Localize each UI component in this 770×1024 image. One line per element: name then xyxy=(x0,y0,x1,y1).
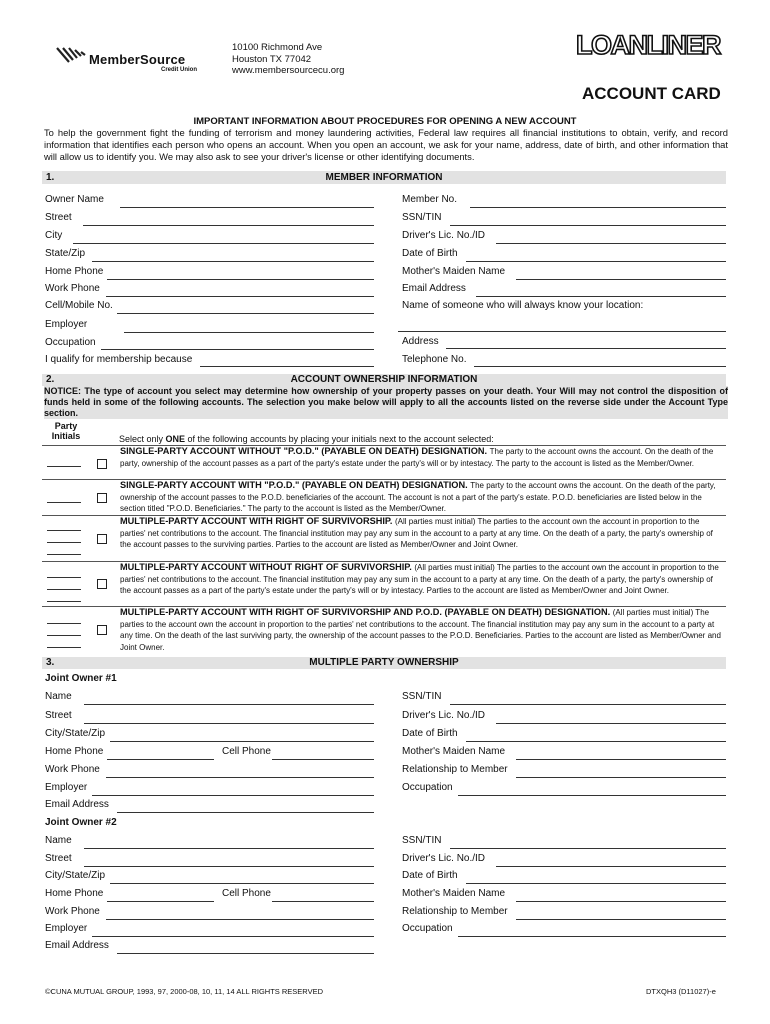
joint-owner-2-heading: Joint Owner #2 xyxy=(45,817,117,828)
joint1-drivers-lic-field[interactable] xyxy=(496,723,726,724)
contact-person-label: Name of someone who will always know your location: xyxy=(402,300,644,311)
joint1-home-phone-label: Home Phone xyxy=(45,746,104,757)
joint1-work-phone-label: Work Phone xyxy=(45,764,100,775)
joint2-city-state-zip-label: City/State/Zip xyxy=(45,870,106,881)
email-address-field[interactable] xyxy=(476,296,726,297)
employer-label: Employer xyxy=(45,319,88,330)
joint2-employer-field[interactable] xyxy=(92,936,374,937)
option-2-checkbox[interactable] xyxy=(97,493,107,503)
street-field[interactable] xyxy=(83,225,374,226)
joint2-relationship-label: Relationship to Member xyxy=(402,906,508,917)
telephone-no-field[interactable] xyxy=(474,366,726,367)
option-1-checkbox[interactable] xyxy=(97,459,107,469)
joint2-street-field[interactable] xyxy=(84,866,374,867)
initials-field[interactable] xyxy=(47,502,81,503)
joint1-mothers-maiden-name-field[interactable] xyxy=(516,759,726,760)
joint2-email-label: Email Address xyxy=(45,940,109,951)
membership-reason-field[interactable] xyxy=(200,366,374,367)
joint1-street-field[interactable] xyxy=(84,723,374,724)
credit-union-address xyxy=(232,42,344,77)
section-3-bar xyxy=(42,657,726,669)
joint2-cell-phone-field[interactable] xyxy=(272,901,374,902)
joint1-relationship-label: Relationship to Member xyxy=(402,764,508,775)
telephone-no-label: Telephone No. xyxy=(402,354,467,365)
joint1-home-phone-field[interactable] xyxy=(107,759,214,760)
joint2-home-phone-label: Home Phone xyxy=(45,888,104,899)
option-1-text xyxy=(120,446,726,469)
joint1-employer-field[interactable] xyxy=(92,795,374,796)
contact-address-label: Address xyxy=(402,336,439,347)
option-3-text xyxy=(120,516,726,551)
address-line: Houston TX 77042 xyxy=(232,53,312,65)
joint1-date-of-birth-label: Date of Birth xyxy=(402,728,458,739)
joint1-date-of-birth-field[interactable] xyxy=(466,741,726,742)
option-title: MULTIPLE-PARTY ACCOUNT WITH RIGHT OF SURVIVORSHIP AND P.O.D. (PAYABLE ON DEATH) DESIGNATION. xyxy=(120,607,611,617)
option-description: The party to the account owns the account. On the death of the party, ownership of the account passes as a part of the party's estate under the party's will or by intestacy. The party to the account is listed as the Member/Owner. xyxy=(120,447,714,468)
joint1-city-state-zip-field[interactable] xyxy=(110,741,374,742)
joint2-work-phone-label: Work Phone xyxy=(45,906,100,917)
joint2-street-label: Street xyxy=(45,853,72,864)
joint2-cell-phone-label: Cell Phone xyxy=(222,888,271,899)
option-3-checkbox[interactable] xyxy=(97,534,107,544)
joint1-relationship-field[interactable] xyxy=(516,777,726,778)
brand-name: MemberSource xyxy=(89,52,186,67)
city-field[interactable] xyxy=(73,243,374,244)
joint1-occupation-field[interactable] xyxy=(458,795,726,796)
loanliner-logo: LOANLINER xyxy=(576,30,720,60)
initials-field[interactable] xyxy=(47,466,81,467)
initials-field[interactable] xyxy=(47,554,81,555)
selection-instruction: Select only ONE of the following accounts by placing your initials next to the account selected: xyxy=(119,434,494,444)
copyright: ©CUNA MUTUAL GROUP, 1993, 97, 2000-08, 10, 11, 14 ALL RIGHTS RESERVED xyxy=(45,987,324,996)
address-line: 10100 Richmond Ave xyxy=(232,42,323,53)
contact-address-field[interactable] xyxy=(446,348,726,349)
mothers-maiden-name-label: Mother's Maiden Name xyxy=(402,266,506,277)
joint2-mothers-maiden-name-field[interactable] xyxy=(516,901,726,902)
option-title: MULTIPLE-PARTY ACCOUNT WITH RIGHT OF SURVIVORSHIP. xyxy=(120,516,393,526)
joint1-occupation-label: Occupation xyxy=(402,782,453,793)
employer-field[interactable] xyxy=(124,332,374,333)
initials-field[interactable] xyxy=(47,601,81,602)
option-description: (All parties must initial) The parties to the account own the account in proportion to the parties' net contributions to the account. The financial institution may pay any sum in the account to a party at any time. On the death of the last surviving party, the ownership of the account passes to the P.O.D. Beneficiaries. Parties to the account are listed as Member/Owner and Joint Owner. xyxy=(120,608,721,652)
joint2-work-phone-field[interactable] xyxy=(106,919,374,920)
option-description: (All parties must initial) The parties to the account own the account in proportion to the parties' net contributions to the account. The financial institution may pay any sum in the account to a party at any time. On the death of a party, the party's ownership of the account passes to the surviving parties. Parties to the account are listed as Member/Owner and Joint Owner. xyxy=(120,517,713,549)
form-code: DTXQH3 (D11027)-e xyxy=(646,987,716,996)
address-line: www.membersourcecu.org xyxy=(232,65,345,76)
joint1-cell-phone-field[interactable] xyxy=(272,759,374,760)
joint2-drivers-lic-label: Driver's Lic. No./ID xyxy=(402,853,486,864)
street-label: Street xyxy=(45,212,72,223)
option-title: MULTIPLE-PARTY ACCOUNT WITHOUT RIGHT OF SURVIVORSHIP. xyxy=(120,562,412,572)
option-description: (All parties must initial) The parties to the account own the account in proportion to the parties' net contributions to the account. The financial institution may pay any sum in the account to a party at any time. On the death of a party, the party's ownership of the account passes as a part of the party's estate under the party's will or by intestacy. Parties to the account are listed as Member/Owner and Joint Owner. xyxy=(120,563,719,595)
email-address-label: Email Address xyxy=(402,283,466,294)
occupation-label: Occupation xyxy=(45,337,96,348)
option-5-text xyxy=(120,607,726,653)
joint2-date-of-birth-label: Date of Birth xyxy=(402,870,458,881)
joint2-relationship-field[interactable] xyxy=(516,919,726,920)
option-title: SINGLE-PARTY ACCOUNT WITH "P.O.D." (PAYABLE ON DEATH) DESIGNATION. xyxy=(120,480,468,490)
state-zip-field[interactable] xyxy=(92,261,374,262)
joint2-ssn-tin-field[interactable] xyxy=(450,848,726,849)
joint2-name-field[interactable] xyxy=(84,848,374,849)
date-of-birth-label: Date of Birth xyxy=(402,248,458,259)
membersource-logo xyxy=(55,44,215,76)
joint2-mothers-maiden-name-label: Mother's Maiden Name xyxy=(402,888,506,899)
cell-mobile-field[interactable] xyxy=(117,313,374,314)
joint1-email-label: Email Address xyxy=(45,799,109,810)
option-2-text xyxy=(120,480,726,515)
owner-name-label: Owner Name xyxy=(45,194,104,205)
initials-field[interactable] xyxy=(47,577,81,578)
joint1-ssn-tin-field[interactable] xyxy=(450,704,726,705)
joint1-name-label: Name xyxy=(45,691,72,702)
section-1-bar xyxy=(42,171,726,184)
joint1-cell-phone-label: Cell Phone xyxy=(222,746,271,757)
intro-heading: IMPORTANT INFORMATION ABOUT PROCEDURES FOR OPENING A NEW ACCOUNT xyxy=(193,116,577,127)
joint2-drivers-lic-field[interactable] xyxy=(496,866,726,867)
joint2-occupation-field[interactable] xyxy=(458,936,726,937)
joint-owner-1-heading: Joint Owner #1 xyxy=(45,673,117,684)
ownership-notice: NOTICE: The type of account you select may determine how ownership of your property passes on your death. Your Will may not control the disposition of funds held in some of the following accounts. The selection you make below will apply to all the accounts listed on the reverse side under the Account Type section. xyxy=(44,386,728,418)
joint1-street-label: Street xyxy=(45,710,72,721)
party-initials-header: Party Initials xyxy=(51,421,81,441)
option-4-checkbox[interactable] xyxy=(97,579,107,589)
joint2-ssn-tin-label: SSN/TIN xyxy=(402,835,442,846)
city-label: City xyxy=(45,230,63,241)
mothers-maiden-name-field[interactable] xyxy=(516,279,726,280)
joint1-city-state-zip-label: City/State/Zip xyxy=(45,728,106,739)
membersource-mark-icon xyxy=(55,46,87,68)
joint1-ssn-tin-label: SSN/TIN xyxy=(402,691,442,702)
member-no-label: Member No. xyxy=(402,194,458,205)
home-phone-label: Home Phone xyxy=(45,266,104,277)
home-phone-field[interactable] xyxy=(107,279,374,280)
option-title: SINGLE-PARTY ACCOUNT WITHOUT "P.O.D." (PAYABLE ON DEATH) DESIGNATION. xyxy=(120,446,488,456)
option-5-checkbox[interactable] xyxy=(97,625,107,635)
joint1-drivers-lic-label: Driver's Lic. No./ID xyxy=(402,710,486,721)
work-phone-label: Work Phone xyxy=(45,283,100,294)
joint2-occupation-label: Occupation xyxy=(402,923,453,934)
member-no-field[interactable] xyxy=(470,207,726,208)
drivers-lic-label: Driver's Lic. No./ID xyxy=(402,230,486,241)
state-zip-label: State/Zip xyxy=(45,248,86,259)
initials-field[interactable] xyxy=(47,542,81,543)
ssn-tin-field[interactable] xyxy=(450,225,726,226)
work-phone-field[interactable] xyxy=(106,296,374,297)
initials-field[interactable] xyxy=(47,647,81,648)
section-title: MEMBER INFORMATION xyxy=(325,172,443,183)
section-number: 2. xyxy=(46,374,55,385)
card-title: ACCOUNT CARD xyxy=(582,84,721,103)
section-number: 3. xyxy=(46,657,55,668)
membership-reason-label: I qualify for membership because xyxy=(45,354,193,365)
initials-field[interactable] xyxy=(47,635,81,636)
joint2-name-label: Name xyxy=(45,835,72,846)
brand-sub: Credit Union xyxy=(161,67,197,73)
joint2-email-field[interactable] xyxy=(117,953,374,954)
initials-field[interactable] xyxy=(47,530,81,531)
joint1-work-phone-field[interactable] xyxy=(106,777,374,778)
cell-mobile-label: Cell/Mobile No. xyxy=(45,300,113,311)
section-2-bar xyxy=(42,374,726,386)
contact-person-field[interactable] xyxy=(398,331,726,332)
ssn-tin-label: SSN/TIN xyxy=(402,212,442,223)
option-4-text xyxy=(120,562,726,597)
joint1-employer-label: Employer xyxy=(45,782,88,793)
initials-field[interactable] xyxy=(47,623,81,624)
joint2-city-state-zip-field[interactable] xyxy=(110,883,374,884)
date-of-birth-field[interactable] xyxy=(466,261,726,262)
option-description: The party to the account owns the account. On the death of the party, ownership of the account passes to the P.O.D. beneficiaries of the account. The account is not a part of the party's estate. P.O.D. beneficiaries are listed below in the section titled "P.O.D. Beneficiaries." The party to the account is listed as the Member/Owner. xyxy=(120,481,716,513)
drivers-lic-field[interactable] xyxy=(496,243,726,244)
intro-body: To help the government fight the funding of terrorism and money laundering activities, Federal law requires all financial institutions to obtain, verify, and record information that identifies each person who opens an account. When you open an account, we ask for your name, address, date of birth, and other information that will allow us to identify you. We may also ask to see your driver's license or other identifying documents. xyxy=(44,127,728,162)
joint1-mothers-maiden-name-label: Mother's Maiden Name xyxy=(402,746,506,757)
joint2-employer-label: Employer xyxy=(45,923,88,934)
joint1-name-field[interactable] xyxy=(84,704,374,705)
section-title: ACCOUNT OWNERSHIP INFORMATION xyxy=(290,374,478,385)
section-number: 1. xyxy=(46,172,55,183)
occupation-field[interactable] xyxy=(101,349,374,350)
initials-field[interactable] xyxy=(47,589,81,590)
joint2-date-of-birth-field[interactable] xyxy=(466,883,726,884)
joint2-home-phone-field[interactable] xyxy=(107,901,214,902)
joint1-email-field[interactable] xyxy=(117,812,374,813)
owner-name-field[interactable] xyxy=(120,207,374,208)
section-title: MULTIPLE PARTY OWNERSHIP xyxy=(309,657,459,668)
